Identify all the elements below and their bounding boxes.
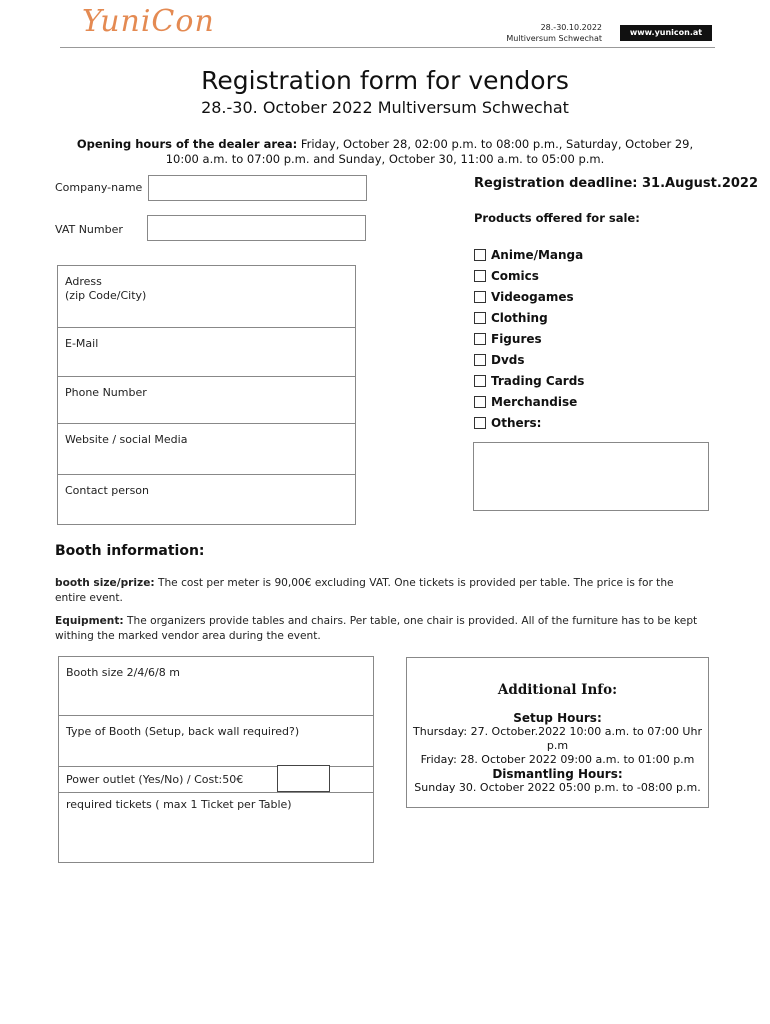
- booth-details-box: [58, 656, 374, 863]
- checkbox-icon[interactable]: [474, 333, 486, 345]
- product-label: Merchandise: [491, 395, 578, 409]
- product-label: Dvds: [491, 353, 525, 367]
- product-label: Videogames: [491, 290, 574, 304]
- header-event-info: [470, 22, 602, 44]
- checkbox-icon[interactable]: [474, 291, 486, 303]
- product-figures[interactable]: [474, 332, 542, 346]
- company-name-field[interactable]: [148, 175, 367, 201]
- contact-person-label: Contact person: [65, 484, 149, 497]
- power-outlet-row-label: Power outlet (Yes/No) / Cost:50€: [66, 773, 244, 786]
- website-label: Website / social Media: [65, 433, 188, 446]
- booth-size-paragraph: [55, 576, 705, 606]
- additional-info-box: [406, 657, 709, 808]
- vat-label: VAT Number: [55, 223, 123, 236]
- product-label: Clothing: [491, 311, 548, 325]
- equipment-paragraph: [55, 614, 705, 644]
- checkbox-icon[interactable]: [474, 249, 486, 261]
- equipment-text: The organizers provide tables and chairs. Per table, one chair is provided. All of the furniture has to be kept withing the marked vendor area during the event.: [55, 615, 698, 642]
- product-label: Others:: [491, 416, 542, 430]
- header-event-date: 28.-30.10.2022: [540, 23, 602, 32]
- dismantling-line-1: Sunday 30. October 2022 05:00 p.m. to -08:00 p.m.: [414, 781, 701, 794]
- tickets-row-label: required tickets ( max 1 Ticket per Table): [66, 798, 292, 811]
- product-trading-cards[interactable]: [474, 374, 584, 388]
- opening-hours-label: Opening hours of the dealer area:: [76, 137, 298, 151]
- website-badge[interactable]: www.yunicon.at: [620, 25, 712, 41]
- product-dvds[interactable]: [474, 353, 525, 367]
- email-label: E-Mail: [65, 337, 99, 350]
- address-field[interactable]: [58, 266, 355, 327]
- others-textarea[interactable]: [473, 442, 709, 511]
- booth-type-row-label: Type of Booth (Setup, back wall required?): [66, 725, 300, 738]
- product-comics[interactable]: [474, 269, 539, 283]
- opening-hours: [60, 137, 710, 167]
- product-videogames[interactable]: [474, 290, 574, 304]
- additional-info-title: Additional Info:: [497, 682, 618, 698]
- product-label: Comics: [491, 269, 539, 283]
- website-field[interactable]: [58, 423, 355, 474]
- product-clothing[interactable]: [474, 311, 548, 325]
- company-name-label: Company-name: [55, 181, 143, 194]
- email-field[interactable]: [58, 327, 355, 376]
- dismantling-hours-title: Dismantling Hours:: [492, 767, 623, 781]
- product-anime-manga[interactable]: [474, 248, 583, 262]
- product-merchandise[interactable]: [474, 395, 577, 409]
- checkbox-icon[interactable]: [474, 312, 486, 324]
- booth-size-text: The cost per meter is 90,00€ excluding VAT. One tickets is provided per table. The price is for the entire event.: [55, 577, 674, 604]
- page-subtitle: 28.-30. October 2022 Multiversum Schwechat: [201, 98, 569, 117]
- checkbox-icon[interactable]: [474, 417, 486, 429]
- product-label: Anime/Manga: [491, 248, 584, 262]
- checkbox-icon[interactable]: [474, 375, 486, 387]
- product-label: Trading Cards: [491, 374, 585, 388]
- booth-size-label: booth size/prize:: [55, 577, 155, 589]
- vat-field[interactable]: [147, 215, 366, 241]
- contact-box: [57, 265, 356, 525]
- product-label: Figures: [491, 332, 542, 346]
- booth-title: Booth information:: [55, 543, 205, 559]
- setup-hours-title: Setup Hours:: [513, 711, 602, 725]
- setup-line-1: Thursday: 27. October.2022 10:00 a.m. to 07:00 Uhr p.m: [413, 725, 702, 752]
- page-title: Registration form for vendors: [201, 66, 569, 95]
- power-outlet-input[interactable]: [277, 765, 330, 792]
- booth-size-row-label: Booth size 2/4/6/8 m: [66, 666, 180, 679]
- phone-field[interactable]: [58, 376, 355, 423]
- equipment-label: Equipment:: [55, 615, 124, 627]
- tickets-field[interactable]: [59, 792, 373, 862]
- checkbox-icon[interactable]: [474, 396, 486, 408]
- registration-deadline: Registration deadline: 31.August.2022: [474, 176, 758, 191]
- product-others[interactable]: [474, 416, 541, 430]
- checkbox-icon[interactable]: [474, 354, 486, 366]
- header-divider: [60, 47, 715, 48]
- products-title: Products offered for sale:: [474, 211, 640, 225]
- phone-label: Phone Number: [65, 386, 147, 399]
- header-event-venue: Multiversum Schwechat: [506, 34, 602, 43]
- logo: YuniCon: [82, 4, 215, 39]
- checkbox-icon[interactable]: [474, 270, 486, 282]
- setup-line-2: Friday: 28. October 2022 09:00 a.m. to 01:00 p.m: [420, 753, 695, 766]
- booth-size-field[interactable]: [59, 657, 373, 715]
- opening-hours-text: Friday, October 28, 02:00 p.m. to 08:00 p.m., Saturday, October 29, 10:00 a.m. to 07:00 p.m. and Sunday, October 30, 11:00 a.m. to 05:00 p.m.: [165, 137, 694, 166]
- contact-person-field[interactable]: [58, 474, 355, 524]
- address-label: Adress (zip Code/City): [65, 275, 147, 302]
- booth-type-field[interactable]: [59, 715, 373, 766]
